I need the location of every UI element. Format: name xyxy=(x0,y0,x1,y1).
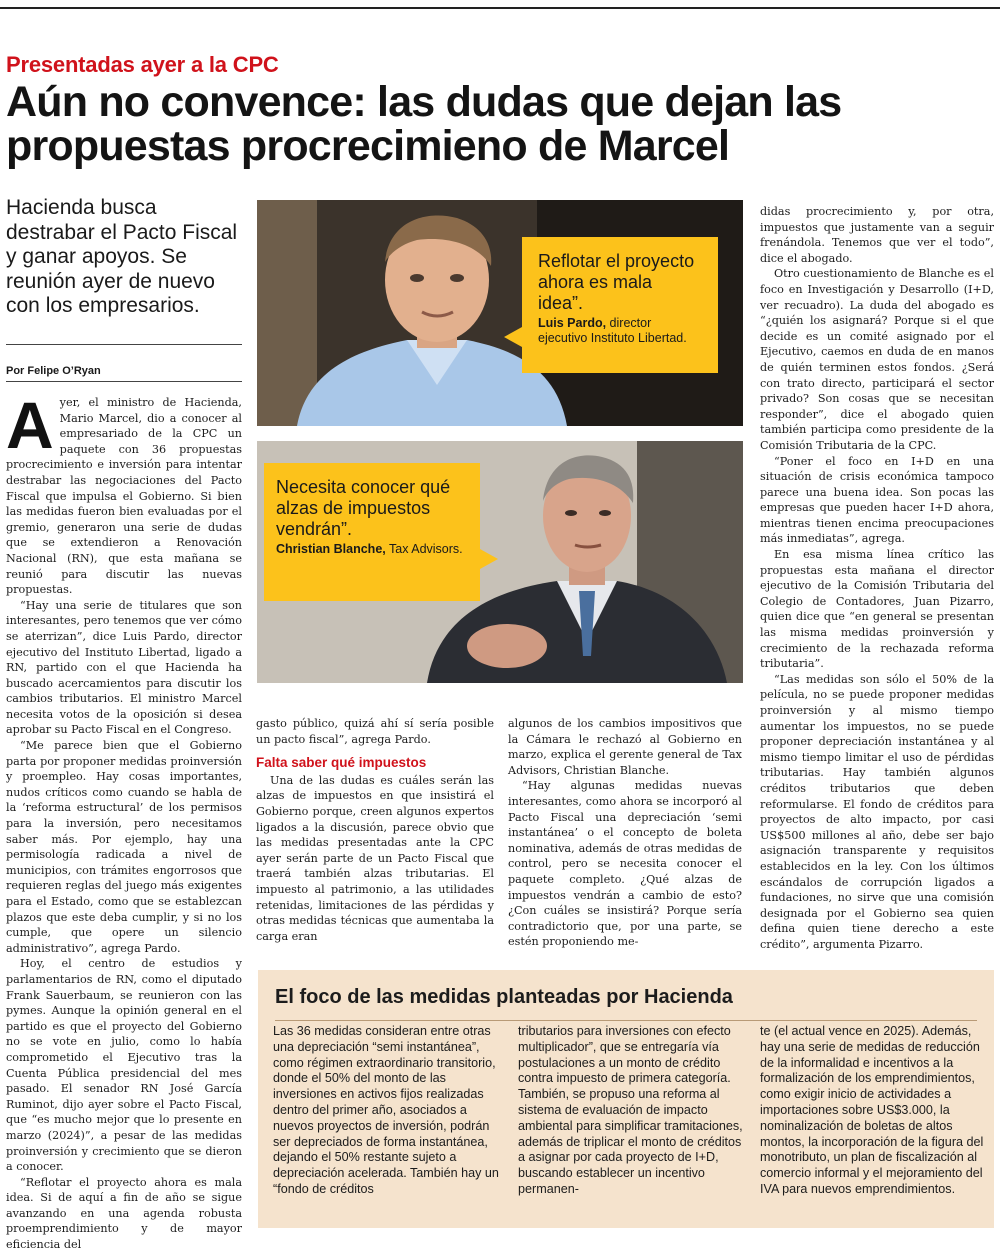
byline-divider xyxy=(6,381,242,382)
article-paragraph: Hoy, el centro de estudios y parlamentarios de RN, como el diputado Frank Sauerbaum, se reunieron con las pymes. Aunque la opinión general en el partido es que el proyecto del Gobierno no se vote en julio, como lo había comprometido el Ejecutivo tras la Cuenta Pública presidencial del mes pasado. El senador RN José García Ruminot, dijo ayer sobre el Pacto Fiscal, que “es mucho mejor que lo presente en marzo (2024)”, a pesar de las medidas proinversión y crecimiento que se dieron a conocer. xyxy=(6,957,242,1174)
quote-role: director ejecutivo Instituto Libertad. xyxy=(538,316,687,345)
byline: Por Felipe O’Ryan xyxy=(6,365,101,377)
article-column-3 xyxy=(508,716,742,950)
quote-role: Tax Advisors. xyxy=(385,542,463,556)
article-paragraph: “Hay algunas medidas nuevas interesantes, como ahora se incorporó al Pacto Fiscal una depreciación ‘semi instantánea’ o el concepto de boleta nominativa, además de otras medidas de control, pero se necesita conocer el paquete completo. ¿Qué alzas de impuestos vendrán a cambio de esto? ¿Con cuáles se insistirá? Porque sería contradictorio que, por una parte, se estén proponiendo me- xyxy=(508,779,742,949)
pull-quote-blanche xyxy=(264,463,480,601)
article-paragraph xyxy=(6,388,242,598)
headline: Aún no convence: las dudas que dejan las propuestas procrecimieno de Marcel xyxy=(6,78,842,170)
info-box-column: tributarios para inversiones con efecto multiplicador”, que se entregaría vía postulaciones a un monto de crédito contra impuesto de primera categoría. También, se propuso una reforma al sistema de evaluación de impacto ambiental para simplificar tramitaciones, además de triplicar el monto de créditos a asignar por cada proyecto de I+D, buscando establecer un incentivo permanen- xyxy=(518,1024,743,1196)
article-paragraph: gasto público, quizá ahí sí sería posible un pacto fiscal”, agrega Pardo. xyxy=(256,717,494,746)
pull-quote-text: Reflotar el proyecto ahora es mala idea”. xyxy=(538,251,695,313)
info-box-divider xyxy=(275,1020,977,1021)
article-paragraph: didas procrecimiento y, por otra, impuestos que justamente van a seguir frenándola. Tenemos que ver el todo”, dice el abogado. xyxy=(760,205,994,265)
quote-name: Luis Pardo, xyxy=(538,316,607,330)
lead-text: yer, el ministro de Hacienda, Mario Marcel, dio a conocer al empresariado de la CPC un paquete con 36 propuestas procrecimiento e inversión para intentar destrabar las negociaciones del Pacto Fiscal que impulsa el Gobierno. Si bien las medidas fueron bien evaluadas por el gremio, generaron una serie de dudas que se extendieron a Renovación Nacional (RN), que esta mañana se reunió para discutir las nuevas propuestas. xyxy=(6,396,242,597)
info-box-title: El foco de las medidas planteadas por Hacienda xyxy=(275,986,733,1008)
article-column-2 xyxy=(256,716,494,944)
article-paragraph: “Las medidas son sólo el 50% de la película, no se puede proponer medidas proinversión y al mismo tiempo aumentar los impuestos, no se puede proponer depreciación instantánea y al mismo tiempo limitar el uso de pérdidas tributarias. Hay también algunos créditos tributarios que deben reformularse. El fondo de créditos para proyectos de alto impacto, por casi US$500 millones al año, debe ser bajo asignación transparente y requisitos establecidos en la ley. Con los últimos escándalos de corrupción ligados a fundaciones, no sirve que una comisión designada por el Gobierno sea quien defina quien tiene derecho a este crédito”, argumenta Pizarro. xyxy=(760,672,994,951)
article-column-1 xyxy=(6,388,242,1253)
article-column-4 xyxy=(760,204,994,953)
info-box xyxy=(258,970,994,1228)
drop-cap: A xyxy=(6,388,54,462)
article-paragraph: “Reflotar el proyecto ahora es mala idea. Si de aquí a fin de año se sigue avanzando en una agenda robusta proemprendimiento y de mayor eficiencia del xyxy=(6,1175,242,1252)
info-box-column: te (el actual vence en 2025). Además, hay una serie de medidas de reducción de la informalidad e incentivos a la formalización de los emprendimientos, como exigir inicio de actividades a importaciones sobre US$3.000, la nominalización de boletas de altos montos, la incorporación de la figura del monotributo, un plan de fiscalización al comercio informal y el mejoramiento del IVA para nuevos emprendimientos. xyxy=(760,1024,984,1196)
pull-quote-text: Necesita conocer qué alzas de impuestos vendrán”. xyxy=(276,477,451,539)
article-paragraph: algunos de los cambios impositivos que la Cámara le rechazó al Gobierno en marzo, explica el gerente general de Tax Advisors, Christian Blanche. xyxy=(508,717,742,777)
quote-name: Christian Blanche, xyxy=(276,542,386,556)
pull-quote-attribution xyxy=(276,542,468,557)
pull-quote-attribution xyxy=(538,316,702,346)
article-paragraph: “Hay una serie de titulares que son interesantes, pero tenemos que ver cómo se aterrizan”, dice Luis Pardo, director ejecutivo del Instituto Libertad, ligado a RN, partido con el que Hacienda ha buscado acercamientos para discutir los cambios tributarios. El ministro Marcel necesita votos de la oposición si desea aprobar su Pacto Fiscal en el Congreso. xyxy=(6,598,242,737)
kicker: Presentadas ayer a la CPC xyxy=(6,52,279,77)
article-paragraph: Otro cuestionamiento de Blanche es el foco en Investigación y Desarrollo (I+D, ver recuadro). La duda del abogado es “¿quién los asignará? Porque si el que decide es un comité asignado por el Ejecutivo, caemos en duda de en manos de quién terminen estos fondos. ¿Será con trato directo, participará el sector privado? Son cosas que se necesitan responder”, dice el abogado quien también participa como presidente de la Comisión Tributaria de la CPC. xyxy=(760,267,994,452)
info-box-column: Las 36 medidas consideran entre otras una depreciación “semi instantánea”, como régimen extraordinario transitorio, donde el 50% del monto de las inversiones en activos fijos realizadas dentro del primer año, asociados a nuevos proyectos de inversión, podrán ser depreciados de forma instantánea, dejando el 50% restante sujeto a depreciación acelerada. También hay un “fondo de créditos xyxy=(273,1024,499,1196)
pull-quote-pardo xyxy=(522,237,718,373)
deck-divider xyxy=(6,344,242,345)
article-paragraph: En esa misma línea crítico las propuestas esta mañana el director ejecutivo de la Comisión Tributaria del Colegio de Contadores, Juan Pizarro, quien dice que “en general se presentan las misma medidas proinversión y crecimiento de la rechazada reforma tributaria”. xyxy=(760,548,994,671)
top-rule xyxy=(0,7,1000,9)
article-paragraph: “Poner el foco en I+D en una situación de crisis económica tampoco parece una buena idea. Son pocas las empresas que pueden hacer I+D ahora, mientras tienen encima preocupaciones más inmediatas”, agrega. xyxy=(760,454,994,546)
section-subhead: Falta saber qué impuestos xyxy=(256,755,427,771)
deck: Hacienda busca destrabar el Pacto Fiscal y ganar apoyos. Se reunión ayer de nuevo con los empresarios. xyxy=(6,196,238,317)
article-paragraph: “Me parece bien que el Gobierno parta por proponer medidas proinversión y proempleo. Hay cosas importantes, nudos críticos como cuando se habla de la ‘reforma estructural’ de los permisos para la inversión, pero necesitamos saber más. Por ejemplo, hay una permisología radicada a nivel de municipios, con trámites engorrosos que requieren reglas del juego más exigentes para el Estado, como que se establezcan plazos que este deba cumplir, y si no los cumple, que opere un silencio administrativo”, agrega Pardo. xyxy=(6,739,242,955)
article-paragraph: Una de las dudas es cuáles serán las alzas de impuestos en que insistirá el Gobierno porque, creen algunos expertos ligados a la discusión, parece obvio que las medidas presentadas ante la CPC ayer serán parte de un Pacto Fiscal que traerá también alzas tributarias. El impuesto al patrimonio, a las utilidades retenidas, limitaciones de las pérdidas y otras medidas técnicas que aumentaba la carga eran xyxy=(256,773,494,943)
